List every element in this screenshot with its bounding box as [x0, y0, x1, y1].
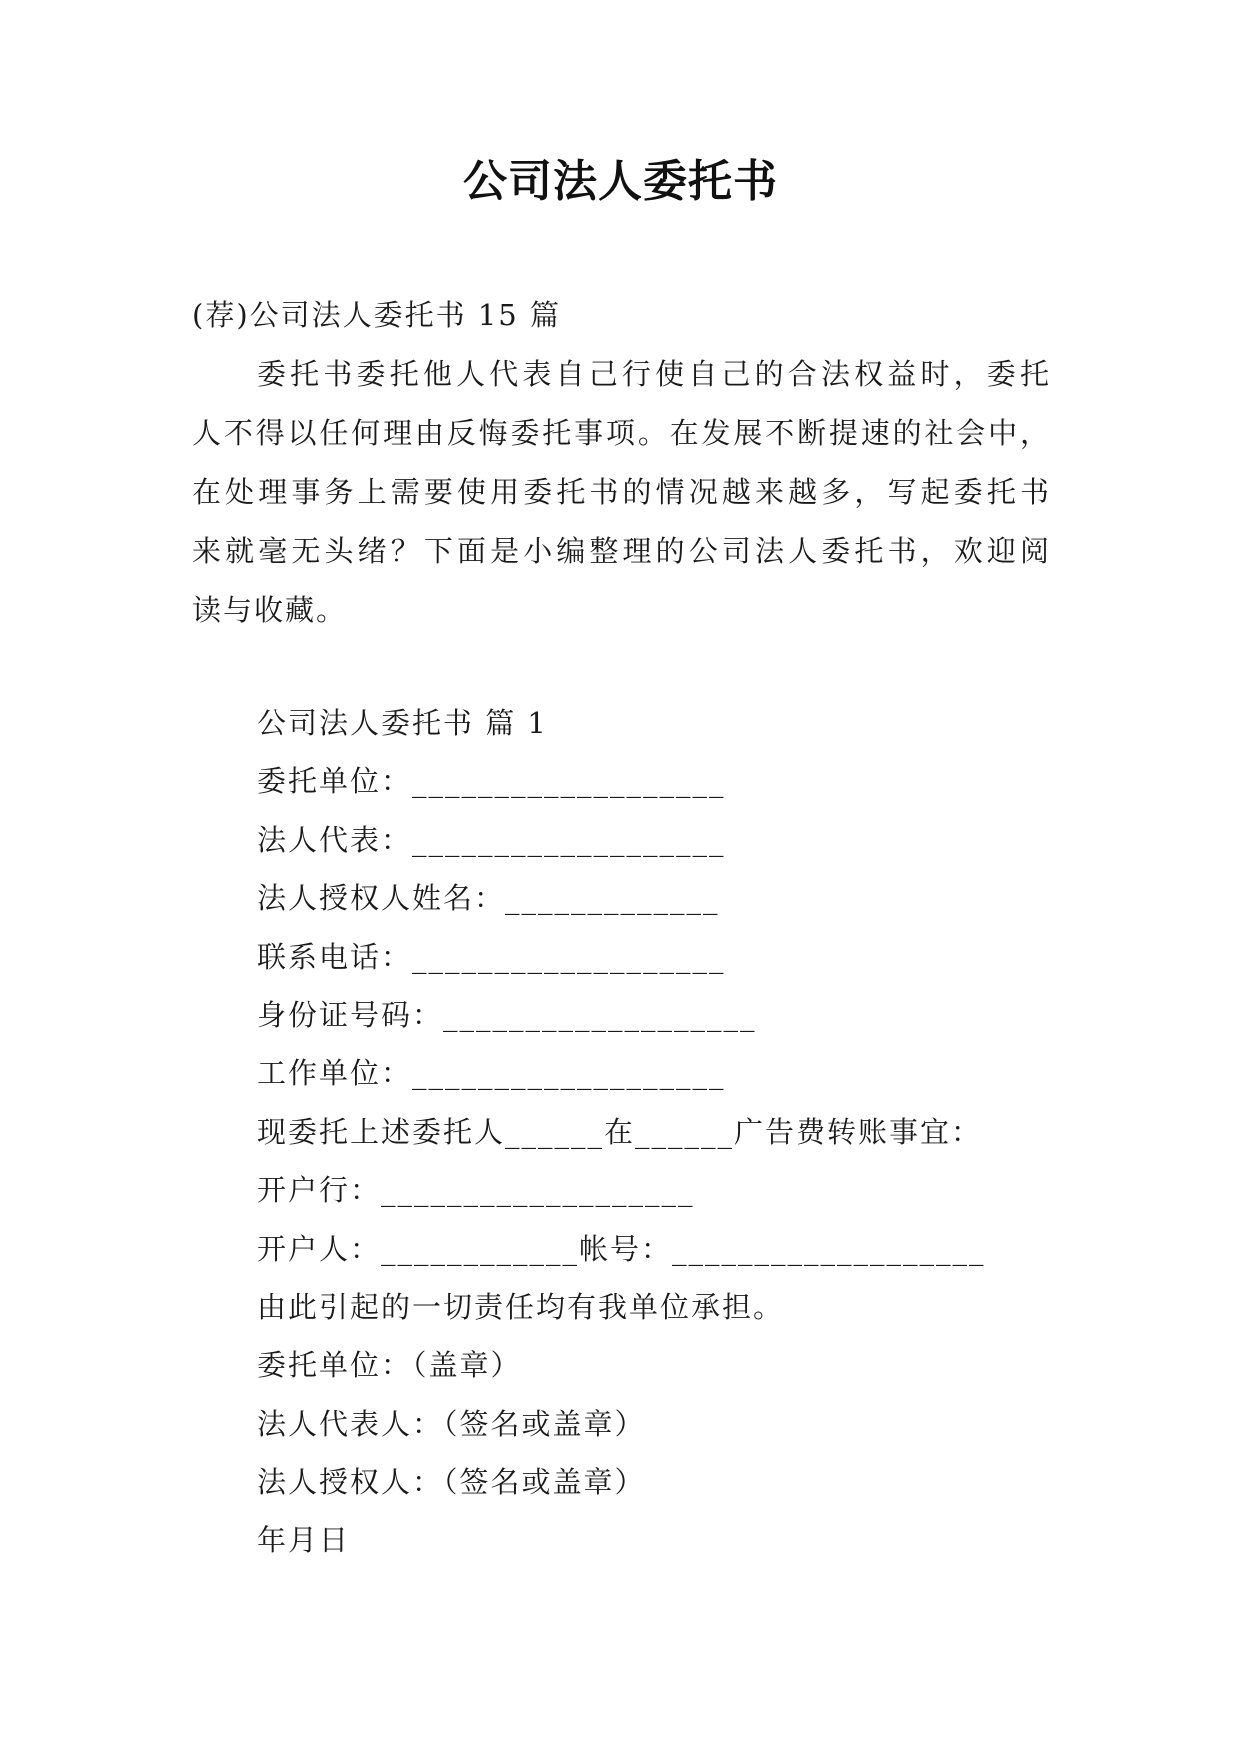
intro-line: 委托书委托他人代表自己行使自己的合法权益时，委托: [257, 357, 1051, 391]
field-authorized-person-name: 法人授权人姓名：_____________: [257, 881, 720, 916]
field-account-holder: 开户人：____________帐号：___________________: [257, 1231, 986, 1266]
date-line: 年月日: [257, 1523, 351, 1558]
entrust-statement: 现委托上述委托人______在______广告费转账事宜：: [257, 1114, 983, 1149]
signature-authorized-person: 法人授权人：（签名或盖章）: [257, 1465, 646, 1500]
intro-line: 来就毫无头绪？下面是小编整理的公司法人委托书，欢迎阅: [192, 534, 1051, 568]
field-phone: 联系电话：___________________: [257, 939, 726, 974]
section-heading: 公司法人委托书 篇 1: [257, 706, 548, 740]
letter-of-authorization-form: [257, 694, 1157, 1570]
field-entrust-unit: 委托单位：___________________: [257, 764, 726, 799]
intro-section: [192, 286, 1051, 640]
intro-line: 人不得以任何理由反悔委托事项。在发展不断提速的社会中，: [192, 416, 1051, 450]
subtitle: (荐)公司法人委托书 15 篇: [192, 298, 561, 332]
responsibility-statement: 由此引起的一切责任均有我单位承担。: [257, 1289, 785, 1324]
field-id-number: 身份证号码：___________________: [257, 997, 757, 1032]
signature-legal-representative: 法人代表人：（签名或盖章）: [257, 1406, 646, 1441]
intro-line: 读与收藏。: [192, 593, 348, 627]
field-bank: 开户行：___________________: [257, 1173, 695, 1208]
intro-line: 在处理事务上需要使用委托书的情况越来越多，写起委托书: [192, 475, 1051, 509]
seal-entrust-unit: 委托单位：（盖章）: [257, 1348, 522, 1383]
document-title: 公司法人委托书: [463, 156, 778, 207]
field-work-unit: 工作单位：___________________: [257, 1056, 726, 1091]
field-legal-representative: 法人代表：___________________: [257, 822, 726, 857]
